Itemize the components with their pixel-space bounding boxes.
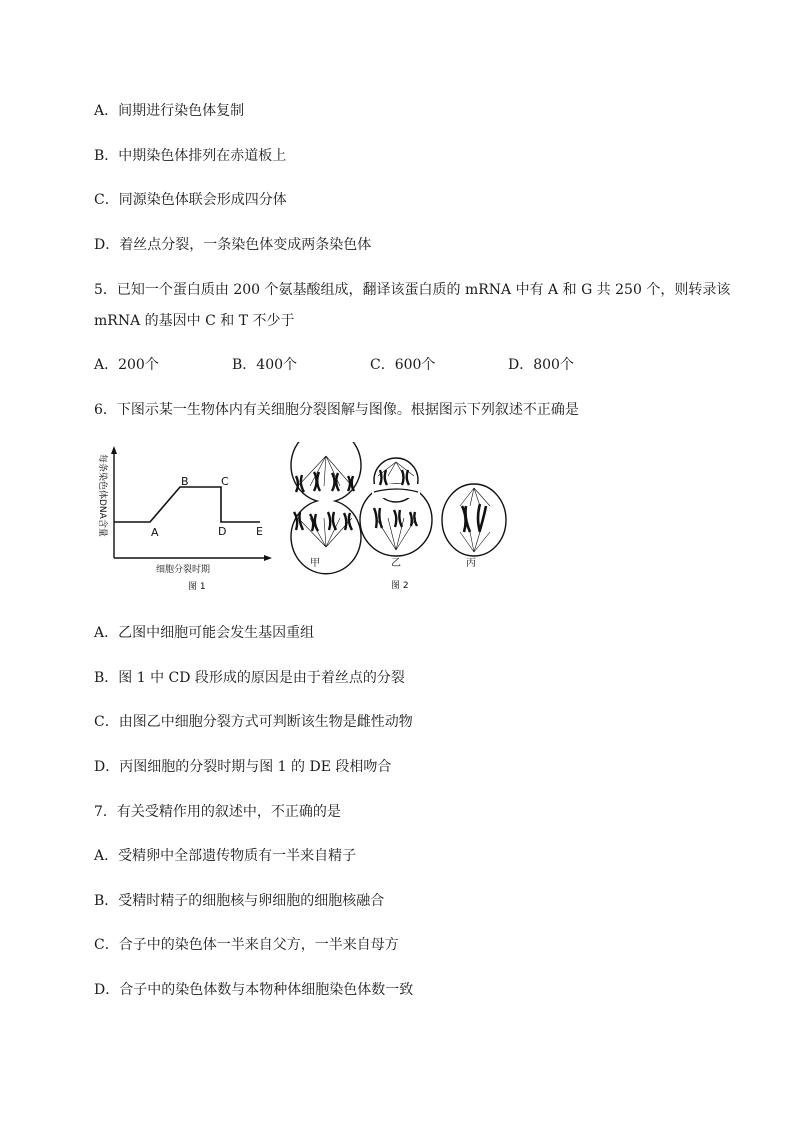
q5-stem-line1: 5．已知一个蛋白质由 200 个氨基酸组成，翻译该蛋白质的 mRNA 中有 A 和 G 共 250 个，则转录该	[94, 282, 731, 298]
cell-yi-chromosomes-bottom	[374, 508, 417, 528]
q6-figure-svg	[88, 442, 528, 602]
cell-yi	[360, 458, 432, 556]
cell-bing-membrane	[442, 484, 506, 556]
figure1-point-a: A	[151, 526, 159, 539]
cell-yi-label: 乙	[391, 558, 401, 569]
q5-option-a: A．200个	[94, 357, 159, 373]
q4-option-d: D．着丝点分裂，一条染色体变成两条染色体	[94, 237, 372, 253]
cell-jia	[291, 442, 361, 574]
cell-yi-chromosomes-top	[380, 470, 409, 485]
cell-yi-spindle-top	[378, 462, 414, 476]
q7-option-c: C．合子中的染色体一半来自父方，一半来自母方	[94, 937, 399, 953]
figure1-point-c: C	[221, 475, 229, 488]
q5-option-d: D．800个	[508, 357, 574, 373]
figure2-caption: 图 2	[391, 581, 409, 591]
q4-option-a: A．间期进行染色体复制	[94, 103, 245, 119]
cell-jia-spindle-bottom	[298, 518, 352, 547]
q5-stem-line2: mRNA 的基因中 C 和 T 不少于	[94, 313, 295, 329]
cell-bing	[442, 484, 506, 556]
q6-stem: 6．下图示某一生物体内有关细胞分裂图解与图像。根据图示下列叙述不正确是	[94, 402, 579, 418]
figure1-x-arrow	[264, 555, 272, 561]
figure1-graph	[97, 446, 272, 592]
q7-option-b: B．受精时精子的细胞核与卵细胞的细胞核融合	[94, 893, 385, 909]
figure1-y-arrow	[111, 446, 117, 454]
figure1-point-b: B	[181, 475, 189, 488]
cell-jia-label: 甲	[310, 558, 320, 569]
q4-option-b: B．中期染色体排列在赤道板上	[94, 148, 287, 164]
cell-bing-chromosomes	[462, 504, 486, 532]
figure1-point-e: E	[256, 525, 263, 538]
q4-option-c: C．同源染色体联会形成四分体	[94, 192, 287, 208]
figure1-caption: 图 1	[188, 582, 206, 592]
cell-jia-spindle-top	[298, 456, 352, 486]
q5-option-b: B．400个	[232, 357, 298, 373]
q6-option-a: A．乙图中细胞可能会发生基因重组	[94, 625, 315, 641]
figure1-xlabel: 细胞分裂时期	[156, 565, 211, 575]
figure1-ylabel: 每条染色体DNA含量	[97, 454, 107, 537]
q7-option-d: D．合子中的染色体数与本物种体细胞染色体数一致	[94, 982, 414, 998]
q6-option-b: B．图 1 中 CD 段形成的原因是由于着丝点的分裂	[94, 670, 405, 686]
q6-option-c: C．由图乙中细胞分裂方式可判断该生物是雌性动物	[94, 714, 413, 730]
q6-figure	[88, 442, 528, 602]
cell-jia-membrane	[291, 442, 361, 574]
cell-bing-label: 丙	[466, 558, 476, 569]
q6-option-d: D．丙图细胞的分裂时期与图 1 的 DE 段相吻合	[94, 759, 392, 775]
figure1-point-d: D	[218, 525, 227, 538]
q5-option-c: C．600个	[370, 357, 436, 373]
q7-option-a: A．受精卵中全部遗传物质有一半来自精子	[94, 848, 357, 864]
q7-stem: 7．有关受精作用的叙述中，不正确的是	[94, 804, 341, 820]
figure1-curve	[114, 487, 260, 522]
